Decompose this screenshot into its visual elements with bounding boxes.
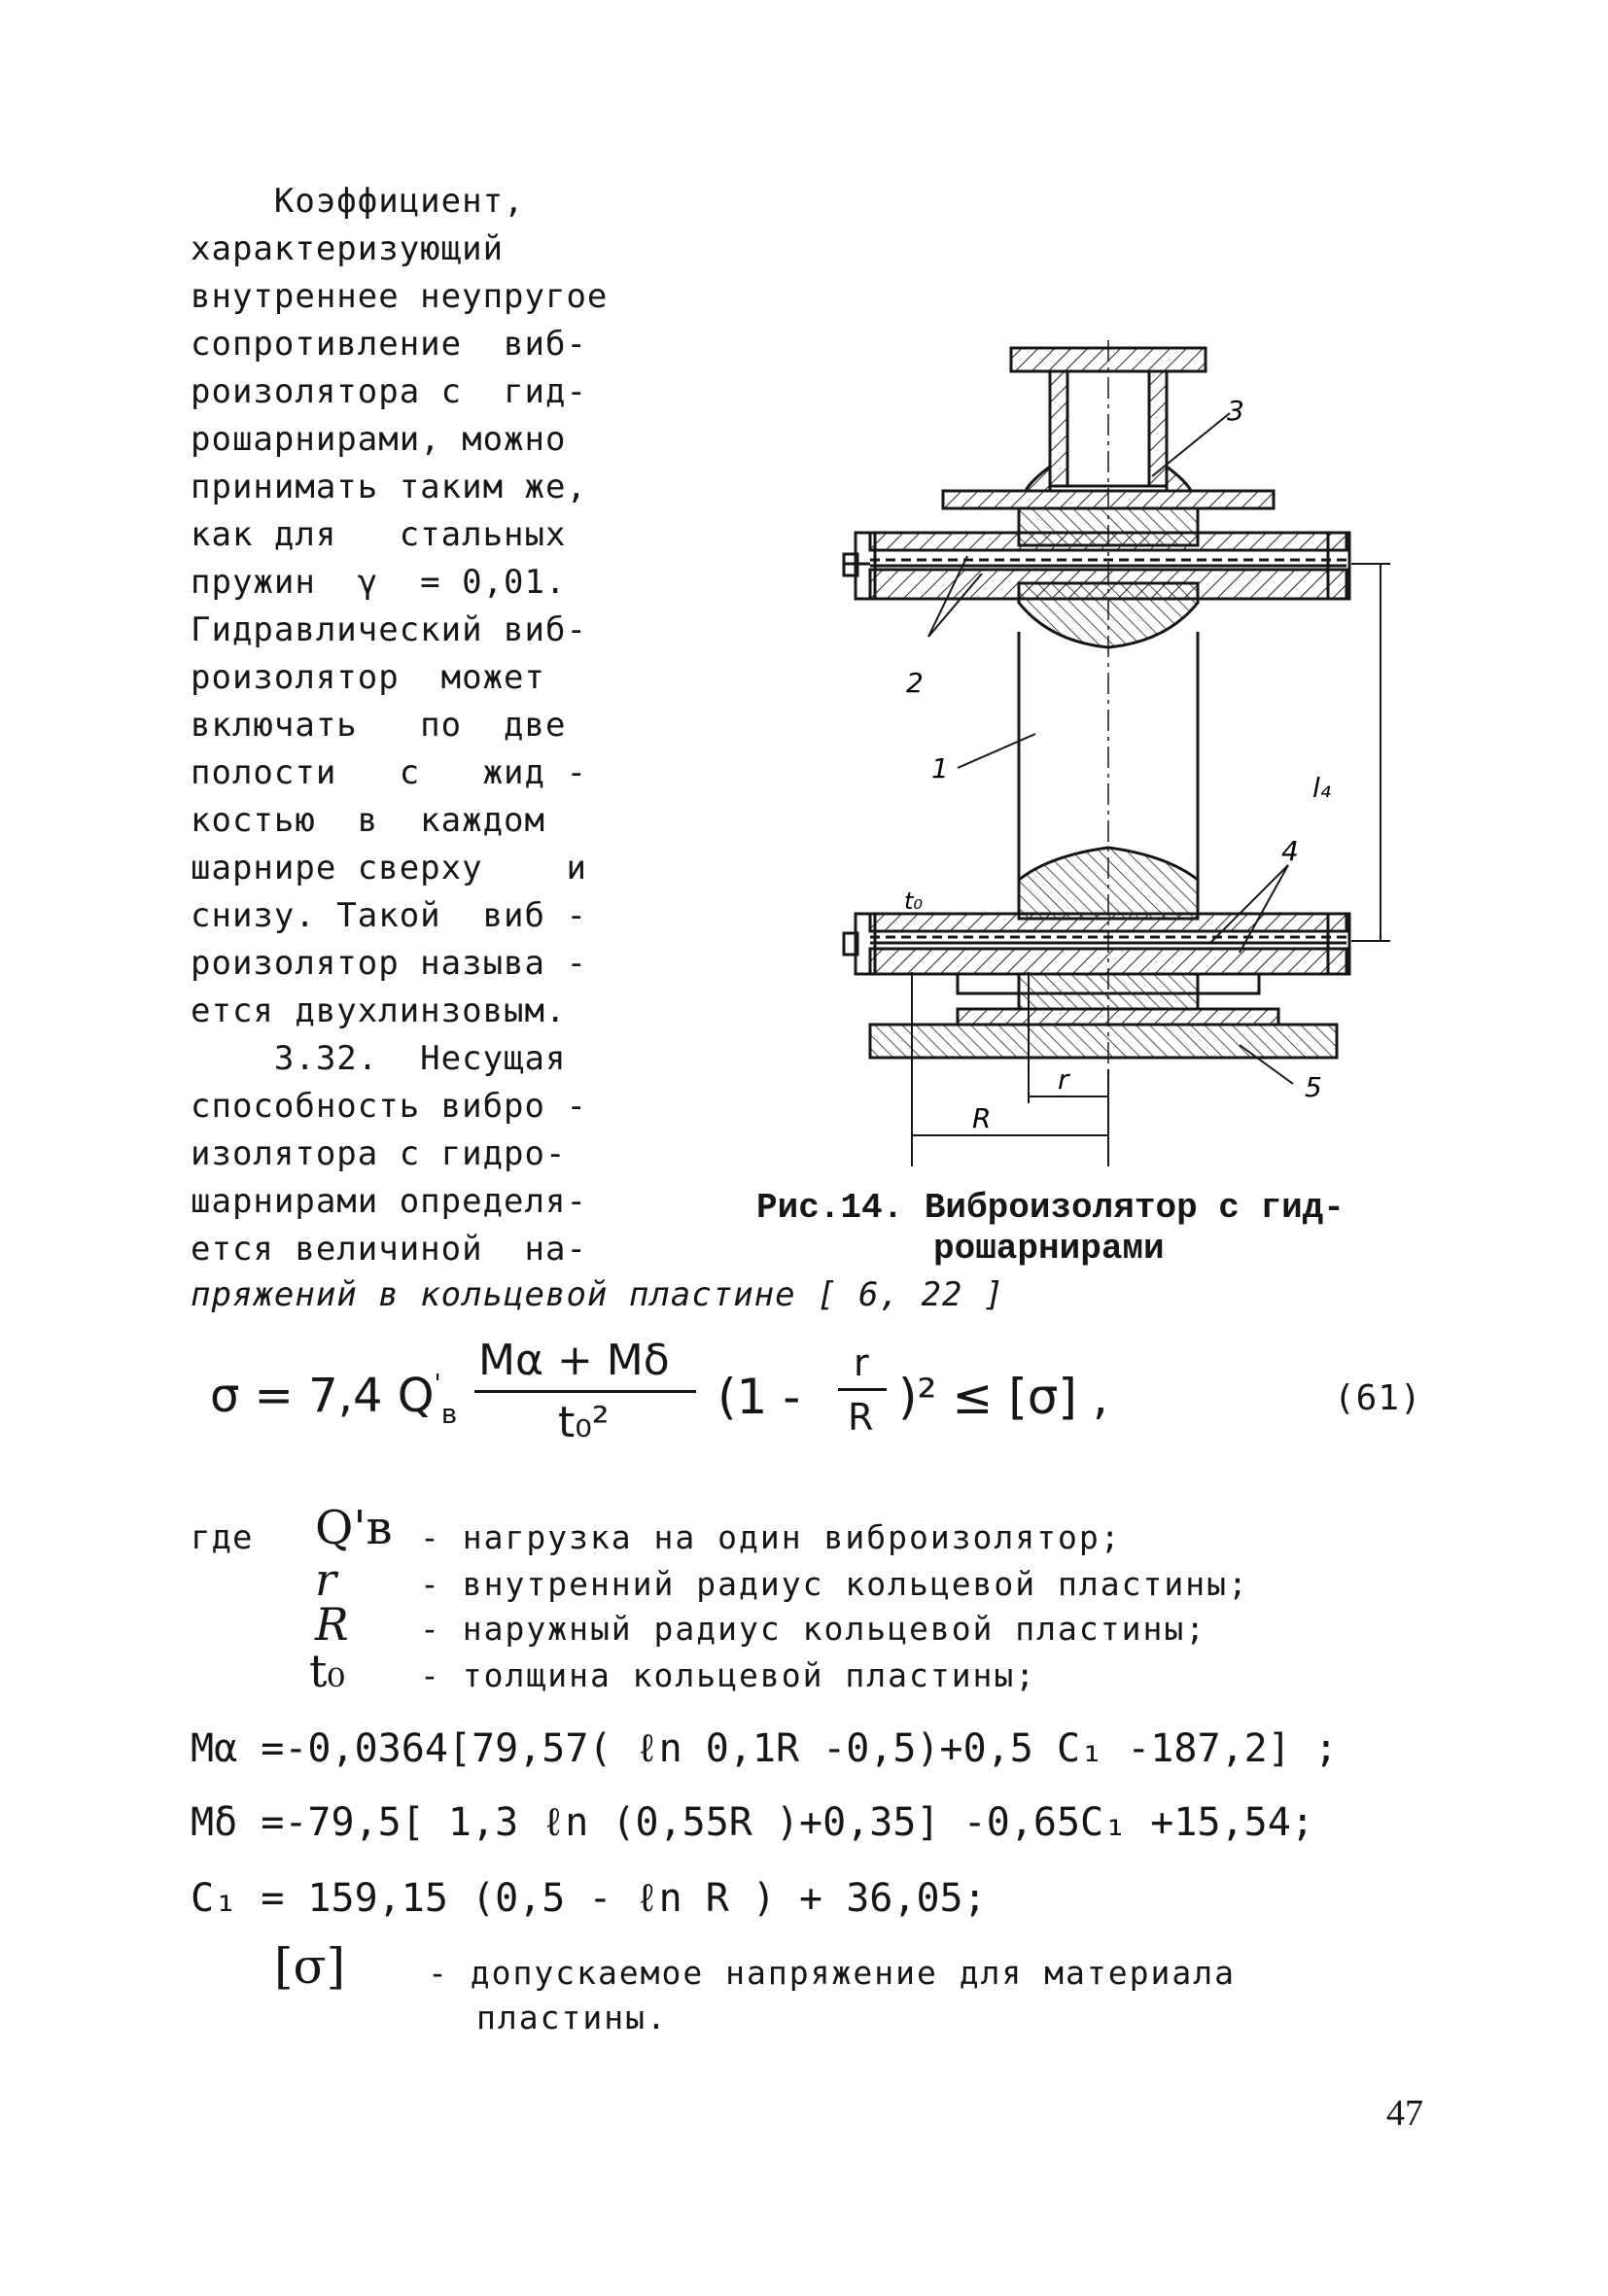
where-word: где <box>191 1518 254 1557</box>
text-line: роизолятора с гид- <box>191 372 587 411</box>
equation-c1: C₁ = 159,15 (0,5 - ℓn R ) + 36,05; <box>191 1876 987 1921</box>
label-1: 1 <box>931 752 949 784</box>
allowable-symbol: [σ] <box>274 1938 346 1995</box>
def-symbol: Q'в <box>315 1501 393 1555</box>
label-l4: l₄ <box>1312 772 1332 804</box>
def-text: - внутренний радиус кольцевой пластины; <box>420 1565 1249 1603</box>
formula-frac-num: r <box>854 1341 869 1384</box>
small-fraction-bar <box>838 1388 887 1391</box>
label-4: 4 <box>1281 835 1299 867</box>
figure-caption-line2: рошарнирами <box>933 1229 1165 1269</box>
text-line: роизолятор называ - <box>191 944 587 983</box>
text-line: шарнире сверху и <box>191 849 587 887</box>
label-3: 3 <box>1227 395 1244 427</box>
def-symbol: R <box>315 1598 349 1651</box>
allowable-line2: пластины. <box>476 1999 668 2036</box>
formula-rhs: )² ≤ [σ] , <box>898 1369 1108 1425</box>
base-plate <box>958 1009 1278 1025</box>
label-r: r <box>1058 1063 1069 1096</box>
text-line: способность вибро - <box>191 1087 587 1126</box>
text-line: полости с жид - <box>191 753 587 792</box>
text-line: принимать таким же, <box>191 468 587 506</box>
text-line: как для стальных <box>191 515 567 554</box>
text-line: Гидравлический виб- <box>191 610 587 649</box>
text-line: рошарнирами, можно <box>191 420 567 459</box>
text-line: роизолятор может <box>191 658 545 697</box>
def-text: - наружный радиус кольцевой пластины; <box>420 1610 1207 1648</box>
label-R: R <box>972 1102 992 1134</box>
formula-lhs: σ = 7,4 Q <box>210 1369 435 1423</box>
text-line: Коэффициент, <box>191 182 525 221</box>
text-line: внутреннее неупругое <box>191 277 609 316</box>
text-line: костью в каждом <box>191 801 545 840</box>
formula-frac-den: R <box>848 1396 874 1439</box>
formula-bracket: (1 - <box>717 1369 801 1425</box>
text-line: ется величиной на- <box>191 1230 587 1269</box>
equation-ma: Mα =-0,0364[79,57( ℓn 0,1R -0,5)+0,5 C₁ -187,2] ; <box>191 1726 1338 1771</box>
def-symbol: r <box>315 1553 336 1606</box>
def-symbol: t₀ <box>309 1645 345 1697</box>
label-t0: t₀ <box>904 887 924 915</box>
text-line: ется двухлинзовым. <box>191 991 567 1030</box>
label-5: 5 <box>1305 1071 1322 1103</box>
def-text: - нагрузка на один виброизолятор; <box>420 1518 1122 1556</box>
text-line: включать по две <box>191 706 567 745</box>
formula-numerator: Mα + Mδ <box>478 1336 670 1385</box>
text-line: снизу. Такой виб - <box>191 896 587 935</box>
formula-denominator: t₀² <box>558 1398 610 1447</box>
formula-number: (61) <box>1334 1378 1422 1418</box>
allowable-line1: - допускаемое напряжение для материала <box>428 1954 1236 1992</box>
formula-sup: ' <box>434 1370 441 1399</box>
foundation <box>870 1025 1337 1058</box>
page-number: 47 <box>1386 2093 1423 2134</box>
vibration-isolator-drawing <box>817 330 1419 1186</box>
figure-caption-line1: Рис.14. Виброизолятор с гид- <box>756 1188 1345 1228</box>
def-text: - толщина кольцевой пластины; <box>420 1656 1037 1694</box>
text-line: сопротивление виб- <box>191 325 587 364</box>
text-line: изолятора с гидро- <box>191 1134 567 1173</box>
continuation-text: пряжений в кольцевой пластине [ 6, 22 ] <box>191 1275 1005 1314</box>
formula-sub: в <box>440 1398 458 1430</box>
text-line: шарнирами определя- <box>191 1182 587 1221</box>
text-line: пружин γ = 0,01. <box>191 563 567 602</box>
text-line: 3.32. Несущая <box>191 1039 567 1078</box>
label-2: 2 <box>906 667 924 699</box>
text-line: характеризующий <box>191 229 505 268</box>
fraction-bar <box>474 1390 696 1393</box>
equation-mb: Mδ =-79,5[ 1,3 ℓn (0,55R )+0,35] -0,65C₁ +15,54; <box>191 1800 1314 1845</box>
